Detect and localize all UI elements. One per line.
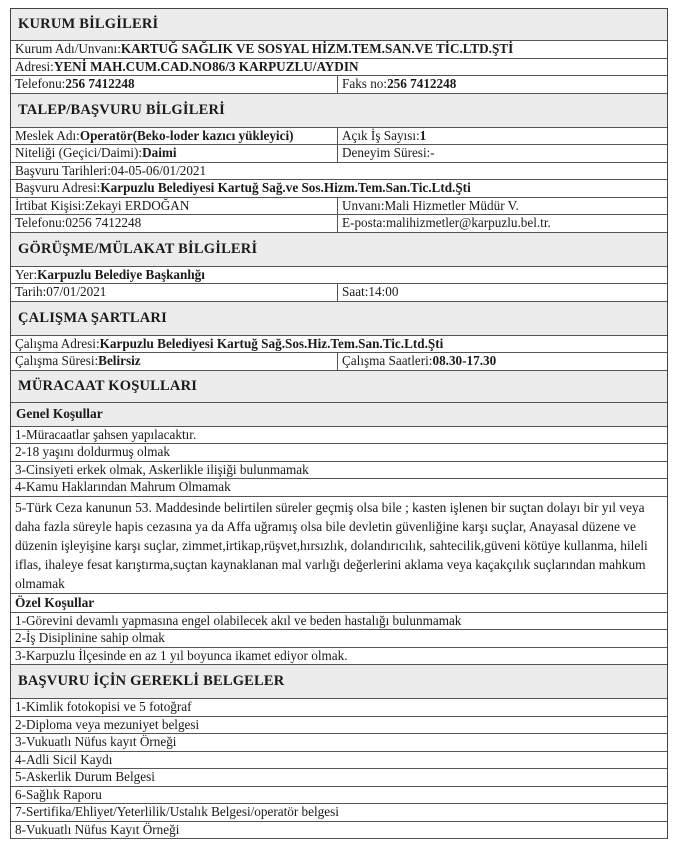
unvan-text: Unvanı:Mali Hizmetler Müdür V. (337, 198, 667, 215)
kurum-telefon-value: 256 7412248 (65, 76, 135, 91)
belge-item: 5-Askerlik Durum Belgesi (11, 769, 667, 787)
talep-tarih-row (11, 163, 667, 181)
ozel-kosul-item: 3-Karpuzlu İlçesinde en az 1 yıl boyunca ikamet ediyor olmak. (11, 648, 667, 666)
genel-kosul-item: 3-Cinsiyeti erkek olmak, Askerlikle ilişiği bulunmamak (11, 462, 667, 480)
section-talep-title: TALEP/BAŞVURU BİLGİLERİ (11, 94, 667, 128)
kurum-adres-row (11, 59, 667, 77)
gorusme-tarih-row (11, 284, 667, 302)
belge-item: 4-Adli Sicil Kaydı (11, 752, 667, 770)
kurum-telefon-row (11, 76, 667, 94)
meslek-label: Meslek Adı: (15, 127, 80, 143)
calisma-saat-label: Çalışma Saatleri: (342, 353, 433, 368)
talep-nitelik-row (11, 145, 667, 163)
gorusme-tarih-text: Tarih:07/01/2021 (15, 284, 107, 299)
gorusme-saat-text: Saat:14:00 (337, 284, 667, 301)
basvuru-adres-value: Karpuzlu Belediyesi Kartuğ Sağ.ve Sos.Hizm.Tem.San.Tic.Ltd.Şti (100, 180, 471, 195)
kurum-ad-row (11, 41, 667, 59)
ozel-kosul-item: 1-Görevini devamlı yapmasına engel olabilecek akıl ve beden hastalığı bulunmamak (11, 613, 667, 631)
calisma-saat-value: 08.30-17.30 (432, 353, 497, 368)
section-belgeler-title: BAŞVURU İÇİN GEREKLİ BELGELER (11, 665, 667, 699)
calisma-sure-row (11, 353, 667, 371)
kurum-telefon-label: Telefonu: (15, 76, 66, 91)
ozel-kosul-item: 2-İş Disiplinine sahip olmak (11, 630, 667, 648)
gorusme-yer-row (11, 267, 667, 285)
calisma-adres-label: Çalışma Adresi: (15, 335, 100, 351)
belge-item: 3-Vukuatlı Nüfus kayıt Örneği (11, 734, 667, 752)
calisma-sure-value: Belirsiz (98, 353, 141, 368)
genel-kosul-item: 4-Kamu Haklarından Mahrum Olmamak (11, 479, 667, 497)
basvuru-tarih-text: Başvuru Tarihleri:04-05-06/01/2021 (15, 162, 207, 178)
genel-kosullar-title: Genel Koşullar (11, 403, 667, 427)
irtibat-telefon-text: Telefonu:0256 7412248 (15, 215, 142, 230)
deneyim-text: Deneyim Süresi:- (337, 145, 667, 162)
acik-is-value: 1 (419, 127, 427, 143)
nitelik-label: Niteliği (Geçici/Daimi): (15, 145, 143, 160)
belge-item: 1-Kimlik fotokopisi ve 5 fotoğraf (11, 699, 667, 717)
belge-item: 7-Sertifika/Ehliyet/Yeterlilik/Ustalık Belgesi/operatör belgesi (11, 804, 667, 822)
calisma-adres-value: Karpuzlu Belediyesi Kartuğ Sağ.Sos.Hiz.Tem.San.Tic.Ltd.Şti (99, 335, 444, 351)
kurum-adres-value: YENİ MAH.CUM.CAD.NO86/3 KARPUZLU/AYDIN (53, 58, 359, 74)
acik-is-label: Açık İş Sayısı: (342, 127, 420, 143)
irtibat-text: İrtibat Kişisi:Zekayi ERDOĞAN (15, 197, 190, 213)
talep-meslek-row (11, 128, 667, 146)
belge-item: 6-Sağlık Raporu (11, 787, 667, 805)
job-posting-form (10, 8, 668, 839)
calisma-sure-label: Çalışma Süresi: (15, 353, 99, 368)
section-muracaat-title: MÜRACAAT KOŞULLARI (11, 371, 667, 403)
meslek-value: Operatör(Beko-loder kazıcı yükleyici) (79, 127, 294, 143)
eposta-text: E-posta:malihizmetler@karpuzlu.bel.tr. (337, 215, 667, 232)
ozel-kosullar-title: Özel Koşullar (11, 594, 667, 613)
section-kurum-title: KURUM BİLGİLERİ (11, 9, 667, 41)
kurum-adres-label: Adresi: (15, 58, 54, 74)
section-gorusme-title: GÖRÜŞME/MÜLAKAT BİLGİLERİ (11, 233, 667, 267)
nitelik-value: Daimi (142, 145, 177, 160)
kurum-faks-value: 256 7412248 (387, 76, 457, 91)
section-calisma-title: ÇALIŞMA ŞARTLARI (11, 302, 667, 336)
belge-item: 2-Diploma veya mezuniyet belgesi (11, 717, 667, 735)
belge-item: 8-Vukuatlı Nüfus Kayıt Örneği (11, 822, 667, 840)
basvuru-adres-label: Başvuru Adresi: (15, 180, 101, 195)
yer-value: Karpuzlu Belediye Başkanlığı (37, 266, 205, 282)
genel-kosul-item: 1-Müracaatlar şahsen yapılacaktır. (11, 427, 667, 445)
kurum-ad-value: KARTUĞ SAĞLIK VE SOSYAL HİZM.TEM.SAN.VE TİC.LTD.ŞTİ (120, 41, 514, 56)
calisma-adres-row (11, 336, 667, 354)
kurum-ad-label: Kurum Adı/Unvanı: (15, 41, 121, 56)
talep-iletisim-row (11, 215, 667, 233)
genel-kosul-item: 5-Türk Ceza kanunun 53. Maddesinde belirtilen süreler geçmiş olsa bile ; kasten işlenen bir suçtan dolayı bir yıl veya daha fazla süreyle hapis cezasına ya da Affa uğramış olsa bile devletin güvenliğine karşı suçlar, Anayasal düzene ve düzenin işleyişine karşı suçlar, zimmet,irtikap,rüşvet,hırsızlık, dolandırıcılık, sahtecilik,güveni kötüye kullanma, hileli iflas, ihaleye fesat karıştırma,suçtan kaynaklanan mal varlığı değerlerini aklama veya kaçakçılık suçlarından mahkum olmamak (11, 497, 667, 594)
genel-kosul-item: 2-18 yaşını doldurmuş olmak (11, 444, 667, 462)
kurum-faks-label: Faks no: (342, 76, 388, 91)
talep-irtibat-row (11, 198, 667, 216)
yer-label: Yer: (15, 266, 38, 282)
talep-adres-row (11, 180, 667, 198)
